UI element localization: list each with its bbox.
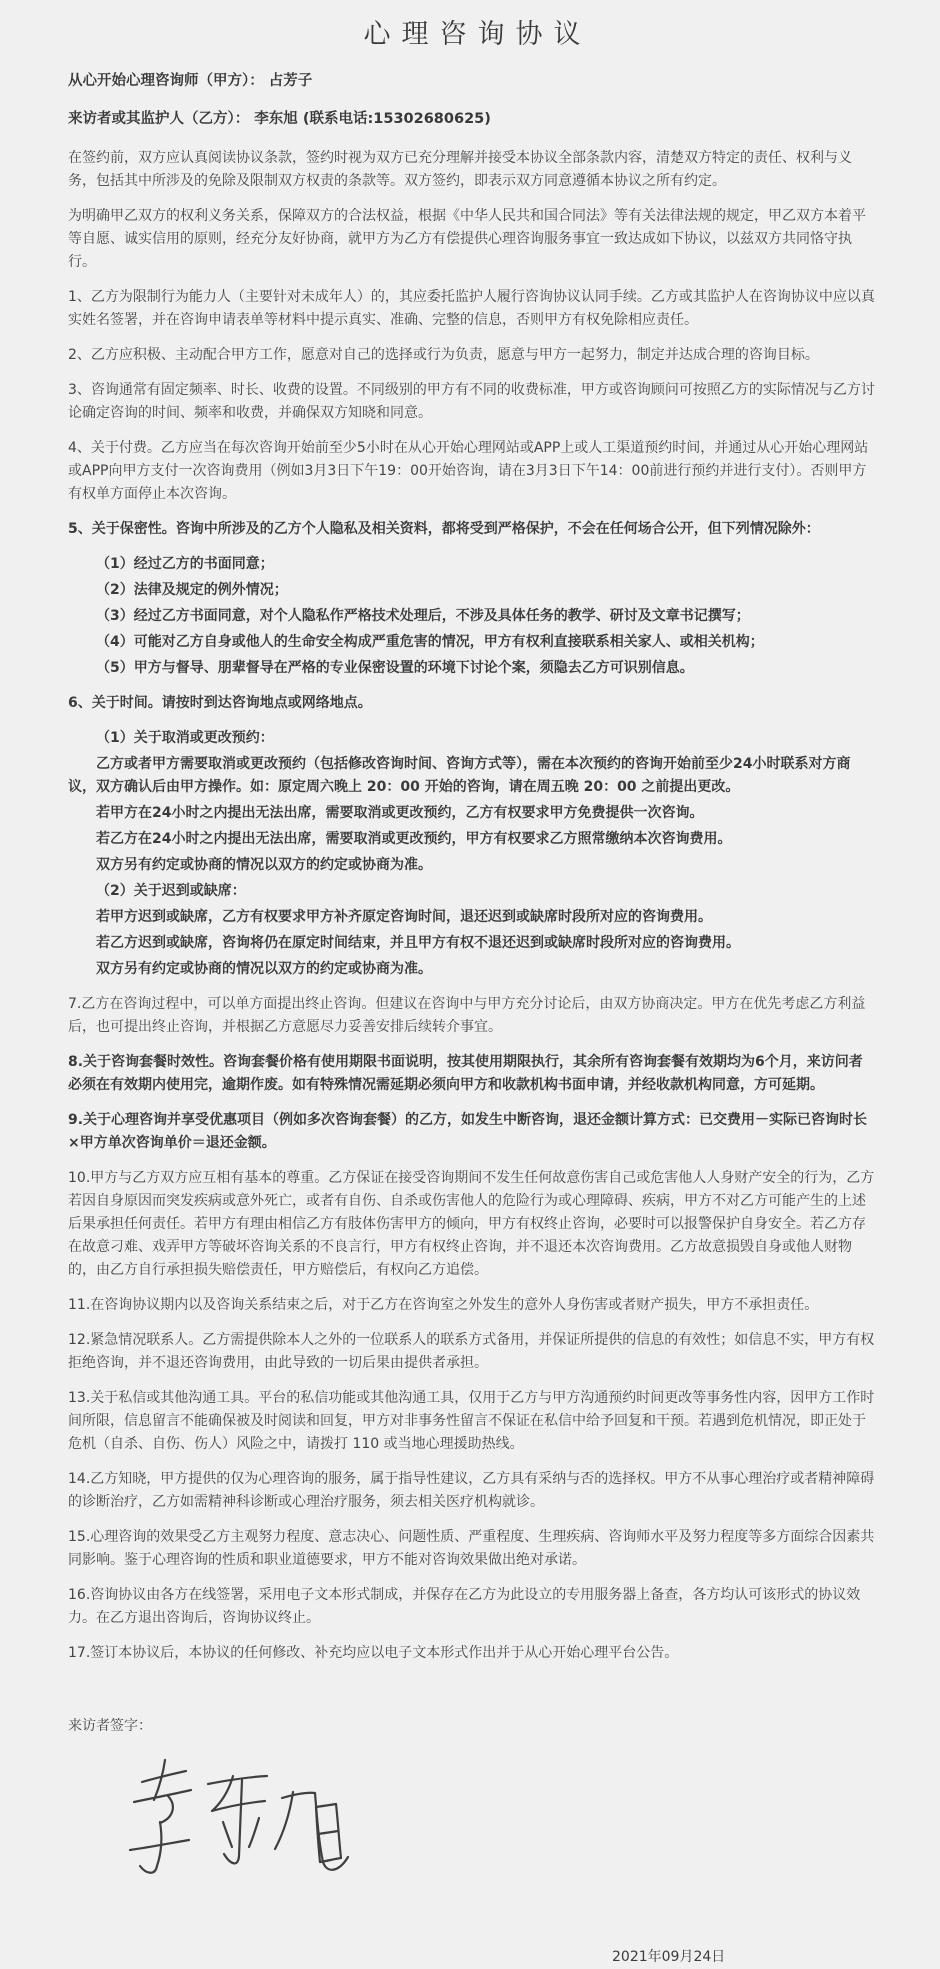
clause-5: 5、关于保密性。咨询中所涉及的乙方个人隐私及相关资料，都将受到严格保护，不会在任何场合公开，但下列情况除外：: [68, 521, 820, 537]
clause-7: 7.乙方在咨询过程中，可以单方面提出终止咨询。但建议在咨询中与甲方充分讨论后，由双方协商决定。甲方在优先考虑乙方利益后，也可提出终止咨询，并根据乙方意愿尽力妥善安排后续转介事宜。: [68, 996, 866, 1035]
clause-13: 13.关于私信或其他沟通工具。平台的私信功能或其他沟通工具，仅用于乙方与甲方沟通预约时间更改等事务性内容，因甲方工作时间所限，信息留言不能确保被及时阅读和回复，甲方对非事务性留言不保证在私信中给予回复和干预。若遇到危机情况，即正处于危机（自杀、自伤、伤人）风险之中，请拨打 110 或当地心理援助热线。: [68, 1390, 875, 1452]
clause-9: 9.关于心理咨询并享受优惠项目（例如多次咨询套餐）的乙方，如发生中断咨询，退还金额计算方式：已交费用－实际已咨询时长×甲方单次咨询单价＝退还金额。: [68, 1112, 868, 1151]
clause-6-sub-1: （1）关于取消或更改预约：: [96, 730, 274, 746]
preamble-1: 在签约前，双方应认真阅读协议条款，签约时视为双方已充分理解并接受本协议全部条款内容，清楚双方特定的责任、权利与义务，包括其中所涉及的免除及限制双方权责的条款等。双方签约，即表示双方同意遵循本协议之所有约定。: [68, 150, 852, 189]
clause-5-item-3: （3）经过乙方书面同意，对个人隐私作严格技术处理后，不涉及具体任务的教学、研讨及文章书记撰写；: [96, 608, 750, 624]
preamble-2: 为明确甲乙双方的权利义务关系，保障双方的合法权益，根据《中华人民共和国合同法》等有关法律法规的规定，甲乙双方本着平等自愿、诚实信用的原则，经充分友好协商，就甲方为乙方有偿提供心理咨询服务事宜一致达成如下协议，以兹双方共同恪守执行。: [68, 208, 866, 270]
clause-12: 12.紧急情况联系人。乙方需提供除本人之外的一位联系人的联系方式备用，并保证所提供的信息的有效性；如信息不实，甲方有权拒绝咨询，并不退还咨询费用，由此导致的一切后果由提供者承担。: [68, 1332, 875, 1371]
clause-5-item-4: （4）可能对乙方自身或他人的生命安全构成严重危害的情况，甲方有权利直接联系相关家人、或相关机构；: [96, 634, 764, 650]
clause-11: 11.在咨询协议期内以及咨询关系结束之后，对于乙方在咨询室之外发生的意外人身伤害或者财产损失，甲方不承担责任。: [68, 1297, 819, 1313]
clause-10: 10.甲方与乙方双方应互相有基本的尊重。乙方保证在接受咨询期间不发生任何故意伤害自己或危害他人人身财产安全的行为，乙方若因自身原因而突发疾病或意外死亡，或者有自伤、自杀或伤害他人的危险行为或心理障碍、疾病，甲方不对乙方可能产生的上述后果承担任何责任。若甲方有理由相信乙方有肢体伤害甲方的倾向，甲方有权终止咨询，必要时可以报警保护自身安全。若乙方存在故意刁难、戏弄甲方等破坏咨询关系的不良言行，甲方有权终止咨询，并不退还本次咨询费用。乙方故意损毁自身或他人财物的，由乙方自行承担损失赔偿责任，甲方赔偿后，有权向乙方追偿。: [68, 1170, 875, 1278]
clause-6-sub-1-para-4: 双方另有约定或协商的情况以双方的约定或协商为准。: [96, 857, 432, 873]
clause-6: 6、关于时间。请按时到达咨询地点或网络地点。: [68, 695, 372, 711]
clause-3: 3、咨询通常有固定频率、时长、收费的设置。不同级别的甲方有不同的收费标准，甲方或咨询顾问可按照乙方的实际情况与乙方讨论确定咨询的时间、频率和收费，并确保双方知晓和同意。: [68, 382, 875, 421]
clause-6-sub-1-para-3: 若乙方在24小时之内提出无法出席，需要取消或更改预约，甲方有权要求乙方照常缴纳本次咨询费用。: [96, 831, 732, 847]
visitor-signature-label: 来访者签字：: [68, 1718, 152, 1734]
clause-6-sub-2: （2）关于迟到或缺席：: [96, 883, 246, 899]
clause-14: 14.乙方知晓，甲方提供的仅为心理咨询的服务，属于指导性建议，乙方具有采纳与否的选择权。甲方不从事心理治疗或者精神障碍的诊断治疗，乙方如需精神科诊断或心理治疗服务，须去相关医疗机构就诊。: [68, 1471, 875, 1510]
clause-4: 4、关于付费。乙方应当在每次咨询开始前至少5小时在从心开始心理网站或APP上或人工渠道预约时间，并通过从心开始心理网站或APP向甲方支付一次咨询费用（例如3月3日下午19：00开始咨询，请在3月3日下午14：00前进行预约并进行支付）。否则甲方有权单方面停止本次咨询。: [68, 440, 869, 502]
page-title: 心理咨询协议: [363, 19, 592, 50]
clause-6-sub-2-para-3: 双方另有约定或协商的情况以双方的约定或协商为准。: [96, 961, 432, 977]
party-a-line: 从心开始心理咨询师（甲方）： 占芳子: [68, 73, 313, 89]
clause-1: 1、乙方为限制行为能力人（主要针对未成年人）的，其应委托监护人履行咨询协议认同手续。乙方或其监护人在咨询协议中应以真实姓名签署，并在咨询申请表单等材料中提示真实、准确、完整的信息，否则甲方有权免除相应责任。: [68, 289, 875, 328]
clause-5-item-1: （1）经过乙方的书面同意；: [96, 556, 274, 572]
clause-16: 16.咨询协议由各方在线签署，采用电子文本形式制成，并保存在乙方为此设立的专用服务器上备查，各方均认可该形式的协议效力。在乙方退出咨询后，咨询协议终止。: [68, 1587, 861, 1626]
clause-8: 8.关于咨询套餐时效性。咨询套餐价格有使用期限书面说明，按其使用期限执行，其余所有咨询套餐有效期均为6个月，来访问者必须在有效期内使用完，逾期作废。如有特殊情况需延期必须向甲方和收款机构书面申请，并经收款机构同意，方可延期。: [68, 1054, 863, 1093]
clause-5-item-5: （5）甲方与督导、朋辈督导在严格的专业保密设置的环境下讨论个案，须隐去乙方可识别信息。: [96, 660, 694, 676]
clause-6-sub-2-para-1: 若甲方迟到或缺席，乙方有权要求甲方补齐原定咨询时间，退还迟到或缺席时段所对应的咨询费用。: [96, 909, 712, 925]
signature-handwriting: [126, 1752, 876, 1904]
clause-15: 15.心理咨询的效果受乙方主观努力程度、意志决心、问题性质、严重程度、生理疾病、咨询师水平及努力程度等多方面综合因素共同影响。鉴于心理咨询的性质和职业道德要求，甲方不能对咨询效果做出绝对承诺。: [68, 1529, 875, 1568]
clause-6-sub-1-para-2: 若甲方在24小时之内提出无法出席，需要取消或更改预约，乙方有权要求甲方免费提供一次咨询。: [96, 805, 704, 821]
clause-6-sub-2-para-2: 若乙方迟到或缺席，咨询将仍在原定时间结束，并且甲方有权不退还迟到或缺席时段所对应的咨询费用。: [96, 935, 740, 951]
signing-date: 2021年09月24日: [612, 1949, 726, 1965]
clause-17: 17.签订本协议后，本协议的任何修改、补充均应以电子文本形式作出并于从心开始心理平台公告。: [68, 1645, 679, 1661]
clause-5-item-2: （2）法律及规定的例外情况；: [96, 582, 288, 598]
clause-6-sub-1-para-1: 乙方或者甲方需要取消或更改预约（包括修改咨询时间、咨询方式等），需在本次预约的咨询开始前至少24小时联系对方商议，双方确认后由甲方操作。如：原定周六晚上 20：00 开始的咨询，请在周五晚 20：00 之前提出更改。: [68, 756, 851, 795]
clause-2: 2、乙方应积极、主动配合甲方工作，愿意对自己的选择或行为负责，愿意与甲方一起努力，制定并达成合理的咨询目标。: [68, 347, 819, 363]
party-b-line: 来访者或其监护人（乙方）： 李东旭 (联系电话:15302680625): [68, 111, 491, 127]
